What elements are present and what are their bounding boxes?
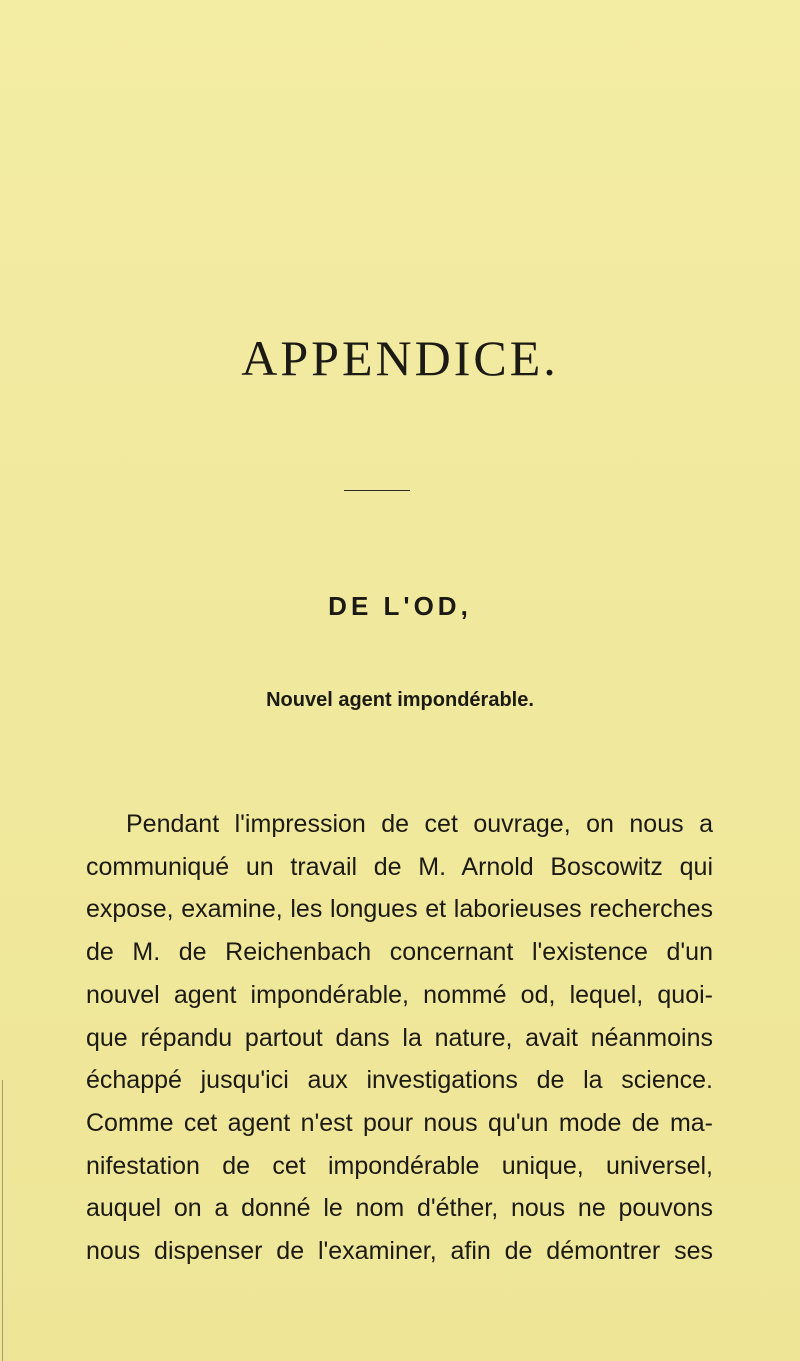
text-line: de M. de Reichenbach concernant l'existence d'un <box>86 938 713 967</box>
title-divider <box>344 490 410 491</box>
text-line: que répandu partout dans la nature, avait néanmoins <box>86 1023 713 1052</box>
page-edge-line <box>2 1080 3 1361</box>
text-line: communiqué un travail de M. Arnold Boscowitz qui <box>86 852 713 881</box>
text-line: expose, examine, les longues et laborieuses recherches <box>86 895 713 924</box>
body-paragraph <box>86 803 713 1273</box>
text-line: Pendant l'impression de cet ouvrage, on nous a <box>126 810 713 838</box>
appendix-title: APPENDICE. <box>241 330 559 386</box>
text-line: nous dispenser de l'examiner, afin de démontrer ses <box>86 1237 713 1266</box>
text-line: nifestation de cet impondérable unique, universel, <box>86 1151 713 1180</box>
text-line: Comme cet agent n'est pour nous qu'un mode de ma- <box>86 1108 713 1137</box>
text-line: nouvel agent impondérable, nommé od, lequel, quoi- <box>86 980 713 1009</box>
section-subtitle: Nouvel agent impondérable. <box>266 689 534 711</box>
text-line: auquel on a donné le nom d'éther, nous ne pouvons <box>86 1194 713 1223</box>
text-line: échappé jusqu'ici aux investigations de la science. <box>86 1066 713 1095</box>
section-heading: DE L'OD, <box>328 591 472 621</box>
